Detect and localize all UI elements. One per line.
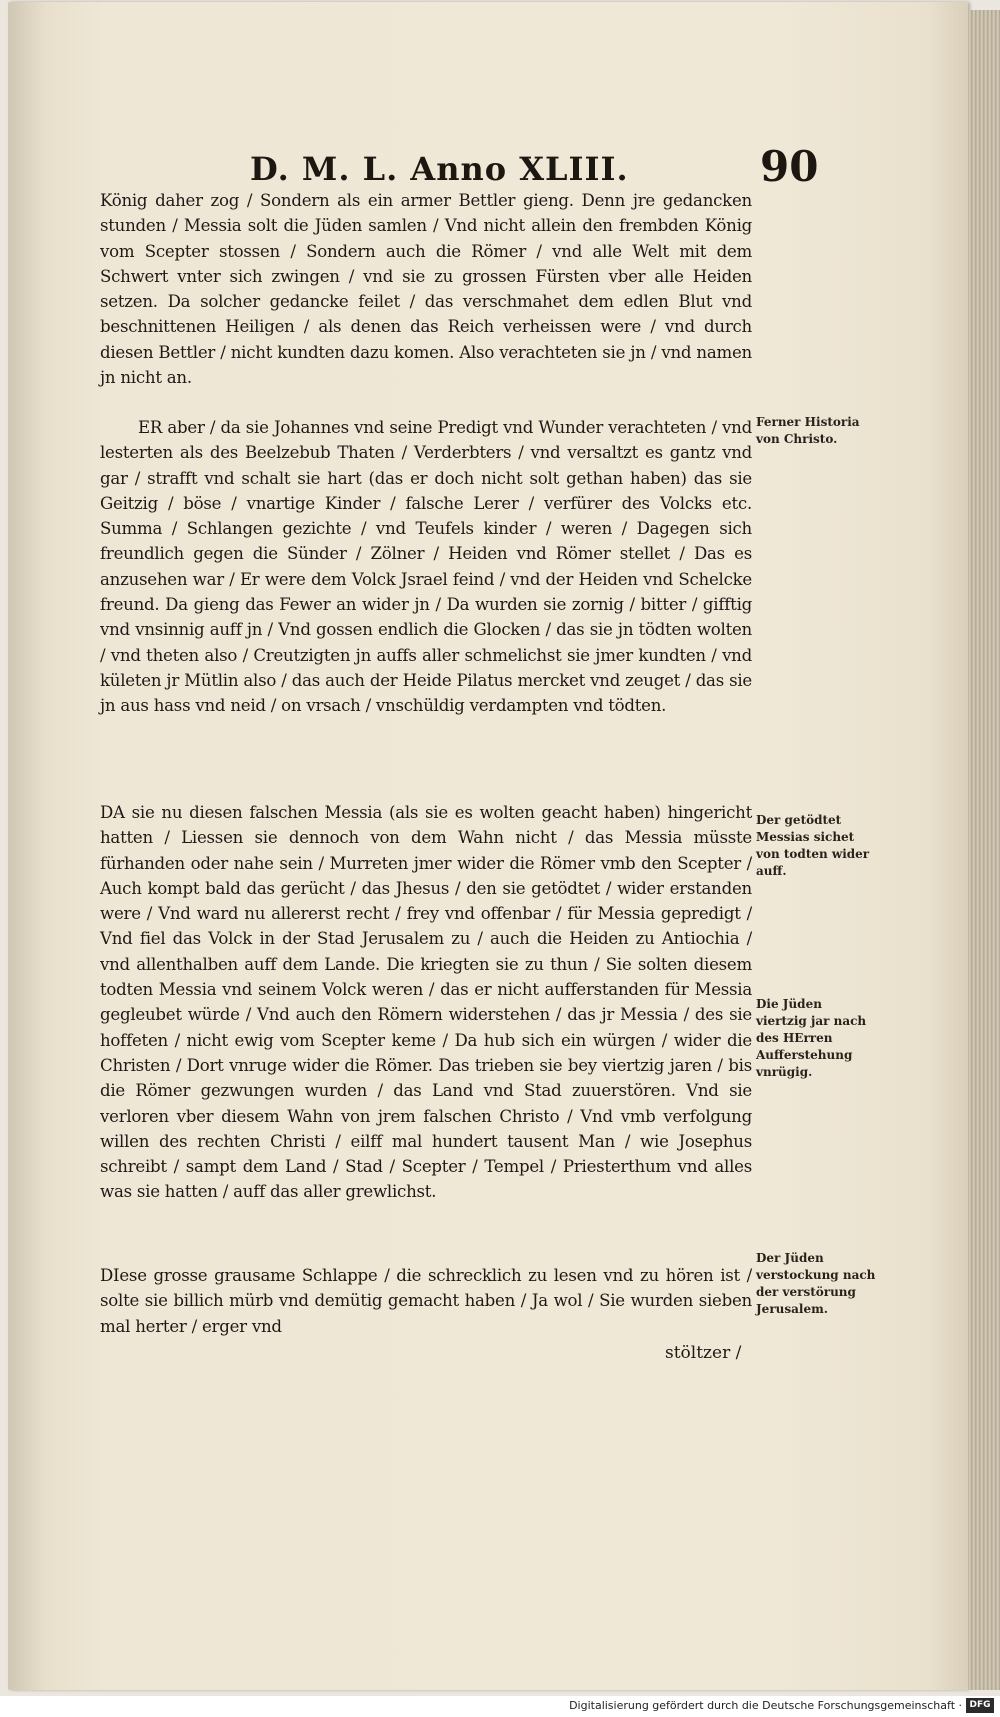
margin-note-2: Der getödtet Messias sichet von todten wider auff. bbox=[756, 813, 870, 878]
margin-note-4: Der Jüden verstockung nach der verstörung Jerusalem. bbox=[756, 1251, 876, 1316]
dfg-logo: DFG bbox=[966, 1698, 994, 1713]
margin-note-3: Die Jüden viertzig jar nach des HErren Aufferstehung vnrügig. bbox=[756, 997, 867, 1079]
funding-credit: Digitalisierung gefördert durch die Deutsche Forschungsgemeinschaft · bbox=[569, 1699, 962, 1712]
catchword: stöltzer / bbox=[665, 1343, 742, 1363]
folio-number: 90 bbox=[760, 142, 819, 191]
paragraph-text: ER aber / da sie Johannes vnd seine Predigt vnd Wunder verachteten / vnd lesterten als des Beelzebub Thaten / Verderbters / vnd versaltzt es gantz vnd gar / strafft vnd schalt sie hart (das er doch nicht solt gethan haben) das sie Geitzig / böse / vnartige Kinder / falsche Lerer / verfürer des Volcks etc. Summa / Schlangen gezichte / vnd Teufels kinder / weren / Dagegen sich freundlich gegen die Sünder / Zölner / Heiden vnd Römer stellet / Das es anzusehen war / Er were dem Volck Jsrael feind / vnd der Heiden vnd Schelcke freund. Da gieng das Fewer an wider jn / Da wurden sie zornig / bitter / gifftig vnd vnsinnig auff jn / Vnd gossen endlich die Glocken / das sie jn tödten wolten / vnd theten also / Creutzigten jn auffs aller schmelichst sie jmer kundten / vnd kületen jr Mütlin also / das auch der Heide Pilatus mercket vnd zeuget / das sie jn aus hass vnd neid / on vrsach / vnschüldig verdampten vnd tödten. bbox=[100, 418, 752, 716]
page-edge-stack bbox=[968, 10, 1000, 1690]
paragraph-2 bbox=[100, 415, 752, 719]
paragraph-text: König daher zog / Sondern als ein armer Bettler gieng. Denn jre gedancken stunden / Messia solt die Jüden samlen / Vnd nicht allein den frembden König vom Scepter stossen / Sondern auch die Römer / vnd alle Welt mit dem Schwert vnter sich zwingen / vnd sie zu grossen Fürsten vber alle Heiden setzen. Da solcher gedancke feilet / das verschmahet dem edlen Blut vnd beschnittenen Heiligen / als denen das Reich verheissen were / vnd durch diesen Bettler / nicht kundten dazu komen. Also verachteten sie jn / vnd namen jn nicht an. bbox=[100, 191, 752, 388]
paragraph-text: DIese grosse grausame Schlappe / die schrecklich zu lesen vnd zu hören ist / solte sie billich mürb vnd demütig gemacht haben / Ja wol / Sie wurden sieben mal herter / erger vnd bbox=[100, 1266, 752, 1336]
paragraph-4 bbox=[100, 1263, 752, 1339]
paragraph-1 bbox=[100, 188, 752, 390]
paragraph-3 bbox=[100, 800, 752, 1205]
paragraph-text: DA sie nu diesen falschen Messia (als sie es wolten geacht haben) hingericht hatten / Liessen sie dennoch von dem Wahn nicht / das Messia müsste fürhanden oder nahe sein / Murreten jmer wider die Römer vmb den Scepter / Auch kompt bald das gerücht / das Jhesus / den sie getödtet / wider erstanden were / Vnd ward nu allererst recht / frey vnd offenbar / für Messia gepredigt / Vnd fiel das Volck in der Stad Jerusalem zu / auch die Heiden zu Antiochia / vnd allenthalben auff dem Lande. Die kriegten sie zu thun / Sie solten diesem todten Messia vnd seinem Volck weren / das er nicht aufferstanden für Messia gegleubet würde / Vnd auch den Römern widerstehen / das jr Messia / des sie hoffeten / nicht ewig vom Scepter keme / Da hub sich ein würgen / wider die Christen / Dort vnruge wider die Römer. Das trieben sie bey viertzig jaren / bis die Römer gezwungen wurden / das Land vnd Stad zuuerstören. Vnd sie verloren vber diesem Wahn von jrem falschen Christo / Vnd vmb verfolgung willen des rechten Christi / eilff mal hundert tausent Man / wie Josephus schreibt / sampt dem Land / Stad / Scepter / Tempel / Priesterthum vnd alles was sie hatten / auff das aller grewlichst. bbox=[100, 803, 752, 1202]
margin-note-1: Ferner Historia von Christo. bbox=[756, 415, 860, 446]
running-title: D. M. L. Anno XLIII. bbox=[250, 150, 629, 188]
digitization-footer bbox=[0, 1696, 1000, 1717]
